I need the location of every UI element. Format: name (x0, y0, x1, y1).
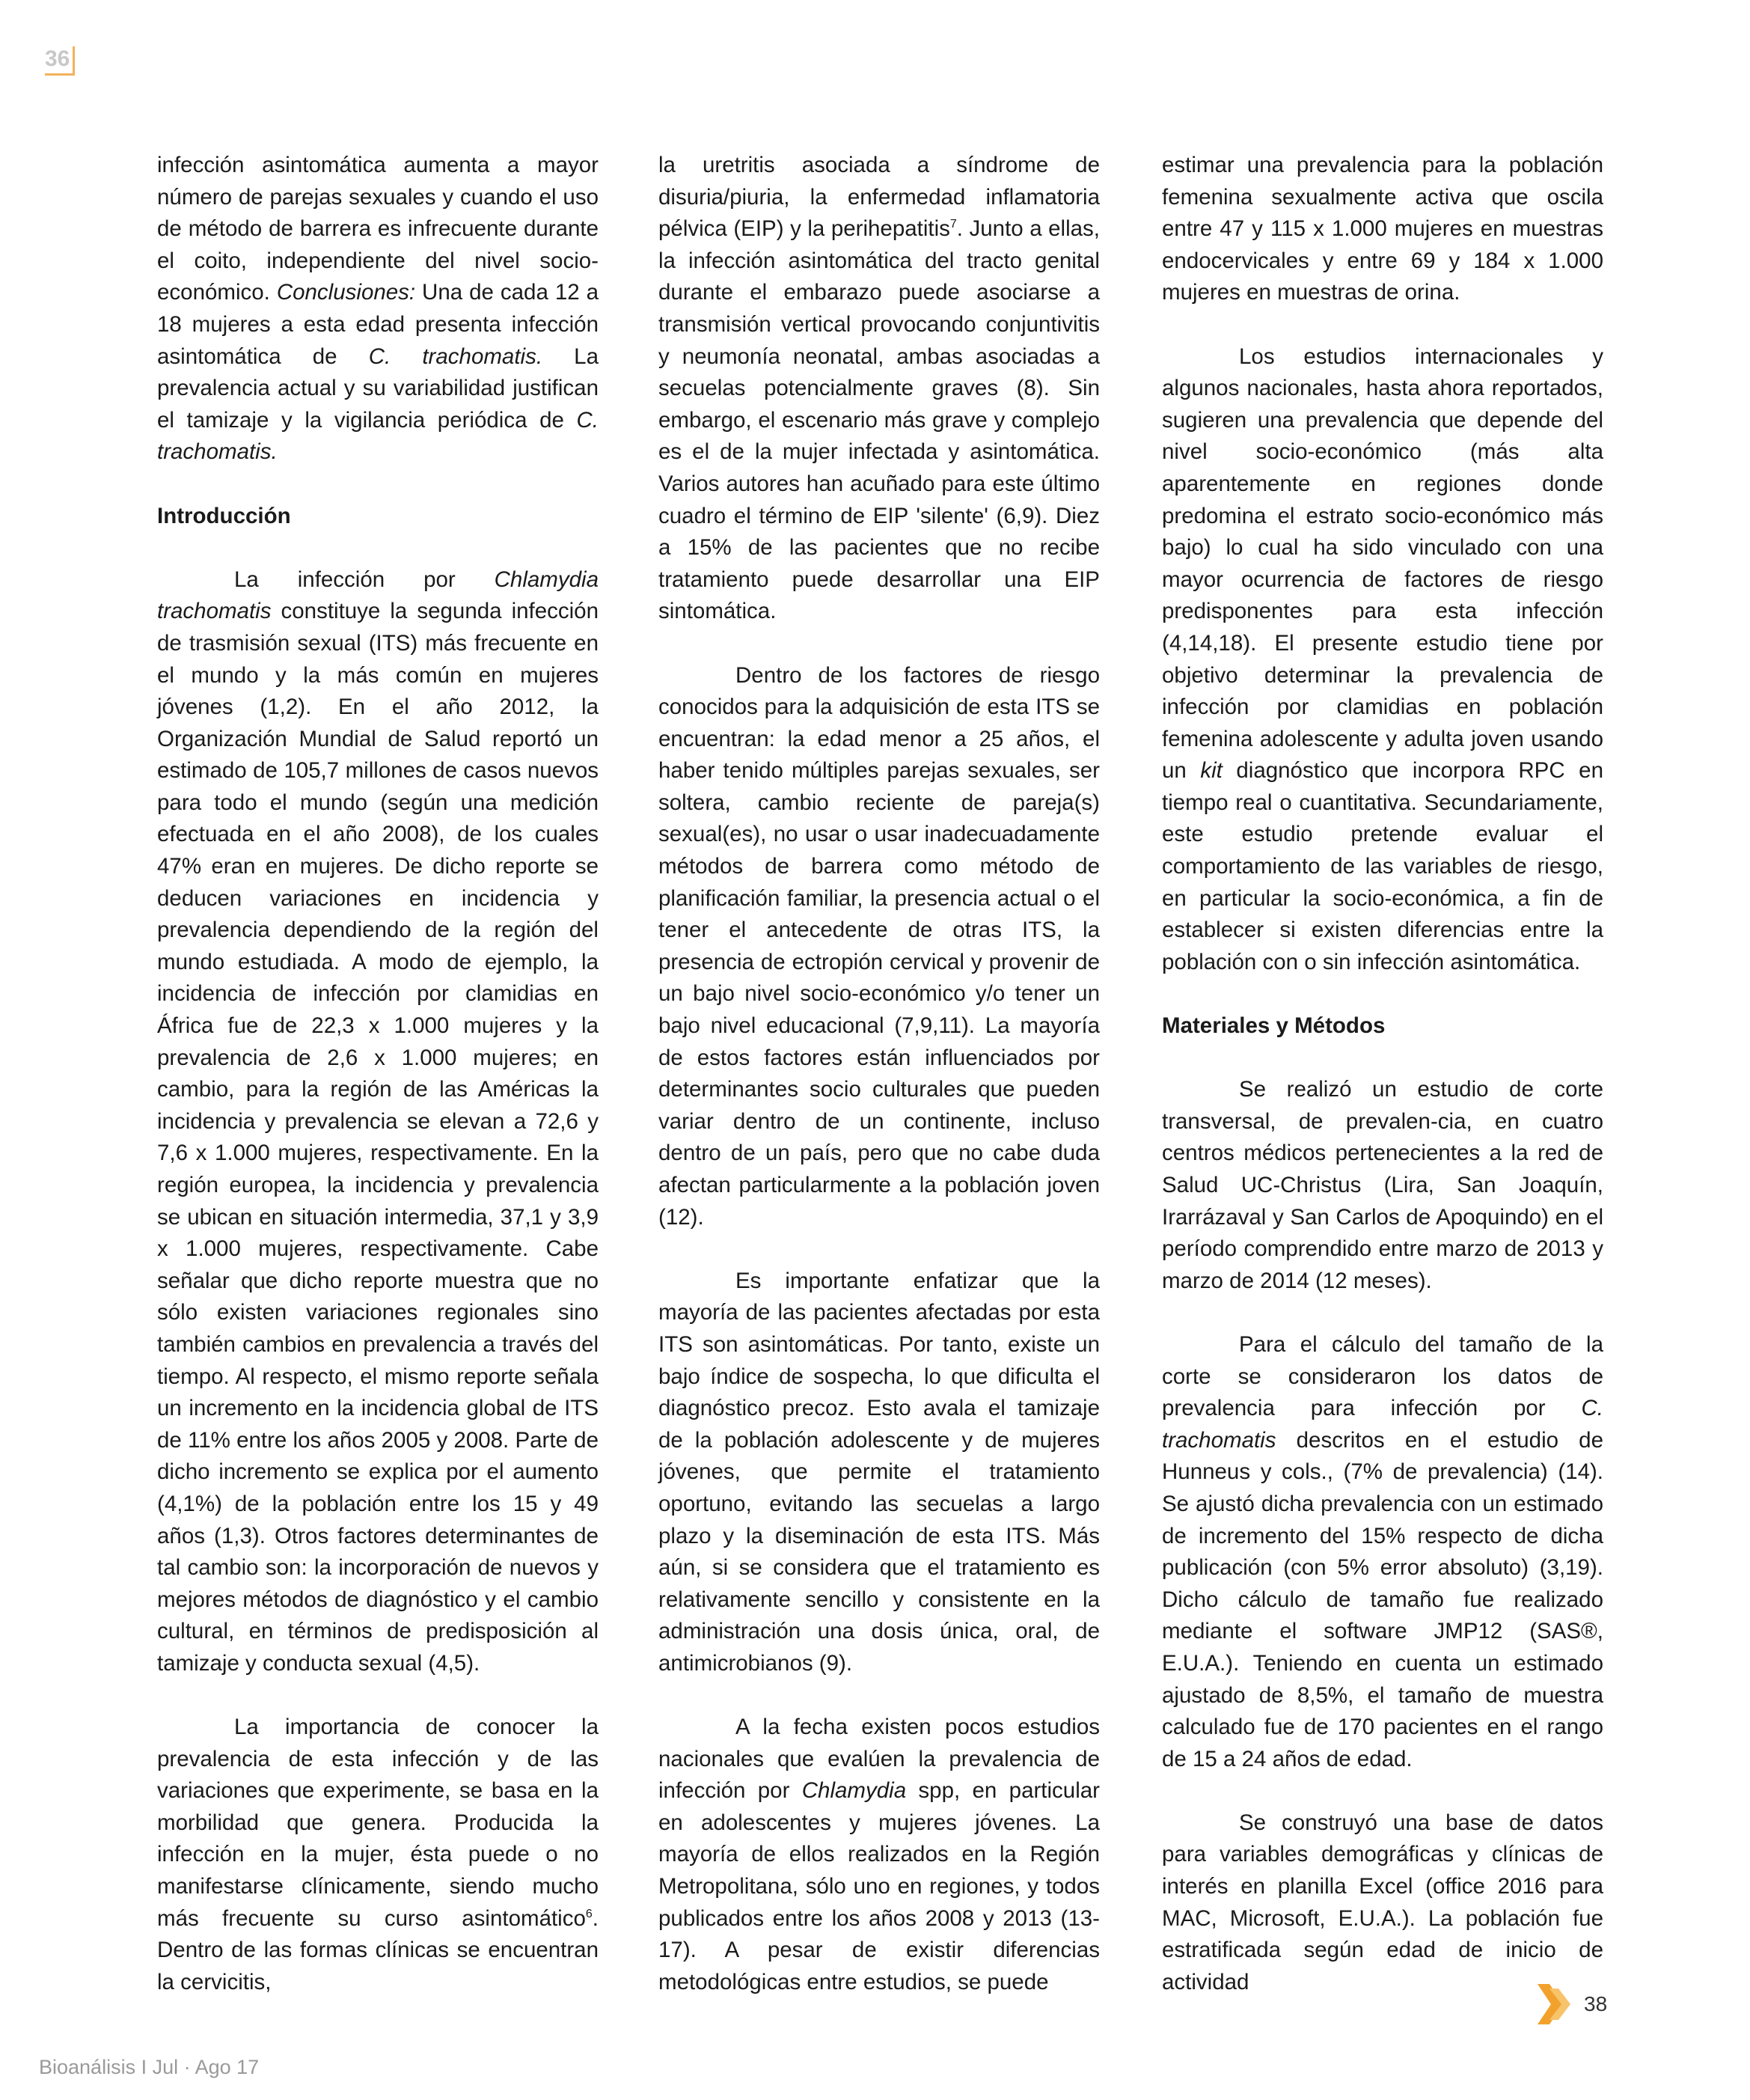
page-number-top: 36 (45, 46, 75, 76)
paragraph: Se construyó una base de datos para variables demográficas y clínicas de interés en planilla Excel (office 2016 para MAC, Microsoft, E.U.A.). La población fue estratificada según edad de inicio de actividad (1162, 1810, 1603, 1994)
paragraph: infección asintomática aumenta a mayor número de parejas sexuales y cuando el uso de método de barrera es infrecuente durante el coito, independiente del nivel socio-económico. Conclusiones: Una de cada 12 a 18 mujeres a esta edad presenta infección asintomática de C. trachomatis. La prevalencia actual y su variabilidad justifican el tamizaje y la vigilancia periódica de C. trachomatis. (157, 153, 599, 465)
section-heading-materiales: Materiales y Métodos (1162, 1013, 1386, 1039)
paragraph: Es importante enfatizar que la mayoría de las pacientes afectadas por esta ITS son asintomáticas. Por tanto, existe un bajo índice de sospecha, lo que dificulta el diagnóstico precoz. Esto avala el tamizaje de la población adolescente y de mujeres jóvenes, que permite el tratamiento oportuno, evitando las secuelas a largo plazo y la diseminación de esta ITS. Más aún, si se considera que el tratamiento es relativamente sencillo y consistente en la administración una dosis única, oral, de antimicrobianos (9). (658, 1268, 1100, 1676)
text-column-3 (1162, 150, 1603, 1998)
text-column-2 (658, 150, 1100, 1998)
page-number-right-block (1538, 1982, 1607, 2027)
paragraph: estimar una prevalencia para la población femenina sexualmente activa que oscila entre 47 y 115 x 1.000 mujeres en muestras endocervicales y entre 69 y 184 x 1.000 mujeres en muestras de orina. (1162, 153, 1603, 305)
double-chevron-icon (1538, 1984, 1575, 2024)
paragraph: Para el cálculo del tamaño de la corte se consideraron los datos de prevalencia para infección por C. trachomatis descritos en el estudio de Hunneus y cols., (7% de prevalencia) (14). Se ajustó dicha prevalencia con un estimado de incremento del 15% respecto de dicha publicación (con 5% error absoluto) (3,19). Dicho cálculo de tamaño fue realizado mediante el software JMP12 (SAS®, E.U.A.). Teniendo en cuenta un estimado ajustado de 8,5%, el tamaño de muestra calculado fue de 170 pacientes en el rango de 15 a 24 años de edad. (1162, 1331, 1603, 1771)
section-heading-introduccion: Introducción (157, 503, 291, 528)
paragraph: Los estudios internacionales y algunos nacionales, hasta ahora reportados, sugieren una prevalencia que depende del nivel socio-económico (más alta aparentemente en regiones donde predomina el estrato socio-económico más bajo) lo cual ha sido vinculado con una mayor ocurrencia de factores de riesgo predisponentes para esta infección (4,14,18). El presente estudio tiene por objetivo determinar la prevalencia de infección por clamidias en población femenina adolescente y adulta joven usando un kit diagnóstico que incorpora RPC en tiempo real o cuantitativa. Secundariamente, este estudio pretende evaluar el comportamiento de las variables de riesgo, en particular la socio-económica, a fin de establecer si existen diferencias entre la población con o sin infección asintomática. (1162, 344, 1603, 974)
paragraph: La infección por Chlamydia trachomatis constituye la segunda infección de trasmisión sexual (ITS) más frecuente en el mundo y la más común en mujeres jóvenes (1,2). En el año 2012, la Organización Mundial de Salud reportó un estimado de 105,7 millones de casos nuevos para todo el mundo (según una medición efectuada en el año 2008), de los cuales 47% eran en mujeres. De dicho reporte se deducen variaciones en incidencia y prevalencia dependiendo de la región del mundo estudiada. A modo de ejemplo, la incidencia de infección por clamidias en África fue de 22,3 x 1.000 mujeres y la prevalencia de 2,6 x 1.000 mujeres; en cambio, para la región de las Américas la incidencia y prevalencia se elevan a 72,6 y 7,6 x 1.000 mujeres, respectivamente. En la región europea, la incidencia y prevalencia se ubican en situación intermedia, 37,1 y 3,9 x 1.000 mujeres, respectivamente. Cabe señalar que dicho reporte muestra que no sólo existen variaciones regionales sino también cambios en prevalencia a través del tiempo. Al respecto, el mismo reporte señala un incremento en la incidencia global de ITS de 11% entre los años 2005 y 2008. Parte de dicho incremento se explica por el aumento (4,1%) de la población entre los 15 y 49 años (1,3). Otros factores determinantes de tal cambio son: la incorporación de nuevos y mejores métodos de diagnóstico y el cambio cultural, en términos de predisposición al tamizaje y conducta sexual (4,5). (157, 567, 599, 1676)
journal-footer: Bioanálisis I Jul · Ago 17 (39, 2056, 260, 2078)
paragraph: Se realizó un estudio de corte transversal, de prevalen-cia, en cuatro centros médicos pertenecientes a la red de Salud UC-Christus (Lira, San Joaquín, Irarrázaval y San Carlos de Apoquindo) en el período comprendido entre marzo de 2013 y marzo de 2014 (12 meses). (1162, 1077, 1603, 1293)
page-number-right: 38 (1584, 1992, 1608, 2015)
text-column-1 (157, 150, 599, 1998)
paragraph: La importancia de conocer la prevalencia de esta infección y de las variaciones que experimente, se basa en la morbilidad que genera. Producida la infección en la mujer, ésta puede o no manifestarse clínicamente, siendo mucho más frecuente su curso asintomático$^6$. Dentro de las formas clínicas se encuentran la cervicitis, (157, 1715, 599, 1994)
paragraph: A la fecha existen pocos estudios nacionales que evalúen la prevalencia de infección por Chlamydia spp, en particular en adolescentes y mujeres jóvenes. La mayoría de ellos realizados en la Región Metropolitana, sólo uno en regiones, y todos publicados entre los años 2008 y 2013 (13-17). A pesar de existir diferencias metodológicas entre estudios, se puede (658, 1715, 1100, 1994)
paragraph: la uretritis asociada a síndrome de disuria/piuria, la enfermedad inflamatoria pélvica (EIP) y la perihepatitis$^7$. Junto a ellas, la infección asintomática del tracto genital durante el embarazo puede asociarse a transmisión vertical provocando conjuntivitis y neumonía neonatal, ambas asociadas a secuelas potencialmente graves (8). Sin embargo, el escenario más grave y complejo es el de la mujer infectada y asintomática. Varios autores han acuñado para este último cuadro el término de EIP 'silente' (6,9). Diez a 15% de las pacientes que no recibe tratamiento puede desarrollar una EIP sintomática. (658, 153, 1100, 624)
paragraph: Dentro de los factores de riesgo conocidos para la adquisición de esta ITS se encuentran: la edad menor a 25 años, el haber tenido múltiples parejas sexuales, ser soltera, cambio reciente de pareja(s) sexual(es), no usar o usar inadecuadamente métodos de barrera como método de planificación familiar, la presencia actual o el tener el antecedente de otras ITS, la presencia de ectropión cervical y provenir de un bajo nivel socio-económico y/o tener un bajo nivel educacional (7,9,11). La mayoría de estos factores están influenciados por determinantes socio culturales que pueden variar dentro de un continente, incluso dentro de un país, pero que no cabe duda afectan particularmente a la población joven (12). (658, 662, 1100, 1230)
